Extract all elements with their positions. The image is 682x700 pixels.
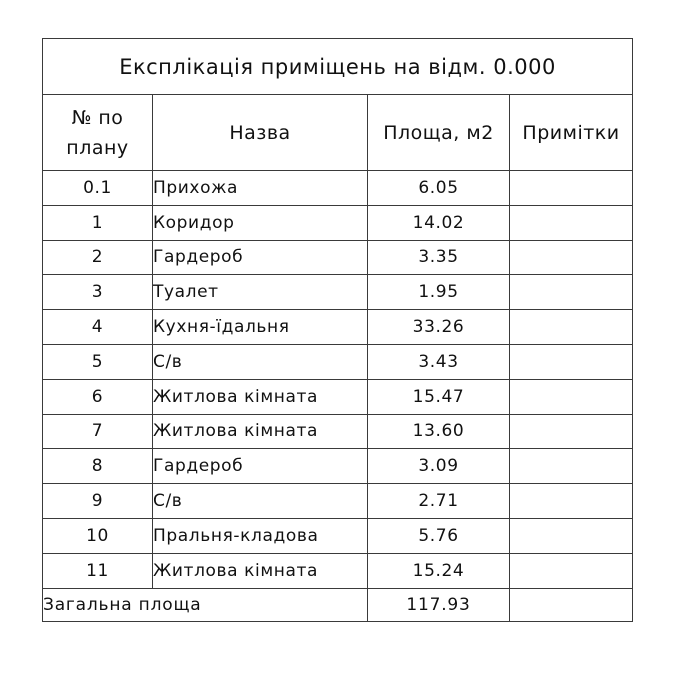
room-number: 4 (43, 310, 153, 345)
table-title: Експлікація приміщень на відм. 0.000 (43, 39, 633, 95)
room-area: 3.43 (368, 344, 510, 379)
total-label: Загальна площа (43, 588, 368, 621)
table-row (43, 379, 633, 414)
room-number: 11 (43, 553, 153, 588)
room-area: 5.76 (368, 518, 510, 553)
room-name: Гардероб (153, 240, 368, 275)
table-row (43, 275, 633, 310)
room-note (510, 205, 633, 240)
room-note (510, 484, 633, 519)
room-number: 5 (43, 344, 153, 379)
room-name: Прихожа (153, 171, 368, 206)
table-row (43, 518, 633, 553)
room-name: Гардероб (153, 449, 368, 484)
room-name: Пральня-кладова (153, 518, 368, 553)
table-row (43, 240, 633, 275)
room-note (510, 449, 633, 484)
room-name: Житлова кімната (153, 379, 368, 414)
room-name: Житлова кімната (153, 553, 368, 588)
room-name: Житлова кімната (153, 414, 368, 449)
table-row (43, 553, 633, 588)
room-name: С/в (153, 344, 368, 379)
table-row (43, 310, 633, 345)
table-title-row (43, 39, 633, 95)
total-area: 117.93 (368, 588, 510, 621)
room-area: 3.35 (368, 240, 510, 275)
room-number: 8 (43, 449, 153, 484)
room-number: 3 (43, 275, 153, 310)
room-number: 6 (43, 379, 153, 414)
room-name: С/в (153, 484, 368, 519)
room-note (510, 275, 633, 310)
room-area: 6.05 (368, 171, 510, 206)
table-row (43, 171, 633, 206)
room-note (510, 344, 633, 379)
table-row (43, 484, 633, 519)
room-number: 7 (43, 414, 153, 449)
total-note (510, 588, 633, 621)
room-area: 1.95 (368, 275, 510, 310)
room-note (510, 310, 633, 345)
header-name: Назва (153, 95, 368, 171)
room-number: 1 (43, 205, 153, 240)
total-row (43, 588, 633, 621)
room-note (510, 553, 633, 588)
room-area: 15.47 (368, 379, 510, 414)
table-row (43, 449, 633, 484)
header-notes: Примітки (510, 95, 633, 171)
table-row (43, 205, 633, 240)
table-row (43, 344, 633, 379)
room-explication-table (42, 38, 633, 622)
header-area: Площа, м2 (368, 95, 510, 171)
room-area: 15.24 (368, 553, 510, 588)
room-note (510, 414, 633, 449)
room-area: 2.71 (368, 484, 510, 519)
room-number: 0.1 (43, 171, 153, 206)
room-note (510, 379, 633, 414)
room-area: 14.02 (368, 205, 510, 240)
room-area: 33.26 (368, 310, 510, 345)
header-row (43, 95, 633, 171)
room-note (510, 240, 633, 275)
room-number: 9 (43, 484, 153, 519)
header-number: № по плану (43, 95, 153, 171)
room-note (510, 518, 633, 553)
room-note (510, 171, 633, 206)
room-area: 3.09 (368, 449, 510, 484)
room-name: Кухня-їдальня (153, 310, 368, 345)
room-name: Туалет (153, 275, 368, 310)
room-number: 2 (43, 240, 153, 275)
room-area: 13.60 (368, 414, 510, 449)
table-row (43, 414, 633, 449)
room-name: Коридор (153, 205, 368, 240)
room-number: 10 (43, 518, 153, 553)
